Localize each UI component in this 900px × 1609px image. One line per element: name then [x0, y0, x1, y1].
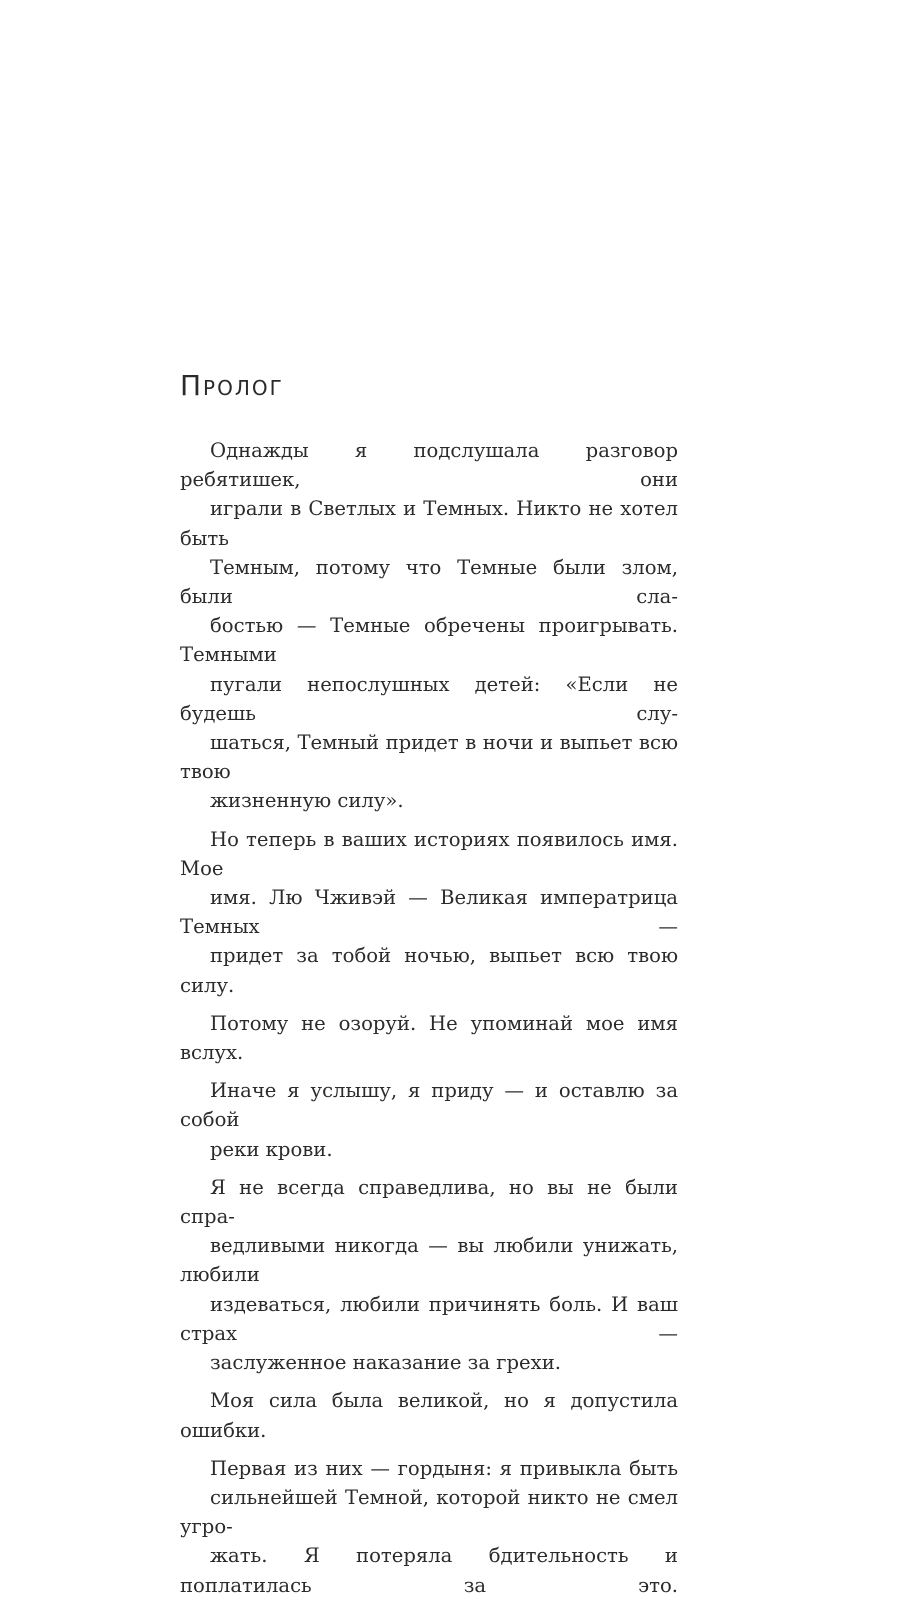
paragraph-6 — [180, 1386, 678, 1444]
paragraph-4 — [180, 1076, 678, 1164]
text-line: издеваться, любили причинять боль. И ваш страх — — [180, 1292, 678, 1345]
text-line: Я не всегда справедлива, но вы не были спра- — [180, 1175, 678, 1229]
text-line: жизненную силу». — [210, 789, 404, 813]
text-line: ведливыми никогда — вы любили унижать, любили — [180, 1234, 678, 1287]
text-line: бостью — Темные обречены проигрывать. Темными — [180, 614, 678, 667]
text-line: жать. Я потеряла бдительность и поплатилась за это. — [180, 1544, 678, 1597]
text-line: шаться, Темный придет в ночи и выпьет всю твою — [180, 731, 678, 784]
text-line: Но теперь в ваших историях появилось имя. Мое — [180, 827, 678, 880]
paragraph-3 — [180, 1009, 678, 1067]
chapter-title: Пролог — [180, 369, 284, 402]
text-line: Потому не озоруй. Не упоминай мое имя вслух. — [180, 1011, 678, 1065]
text-line: заслуженное наказание за грехи. — [210, 1351, 561, 1375]
text-line: придет за тобой ночью, выпьет всю твою силу. — [180, 944, 678, 997]
paragraph-2 — [180, 825, 678, 1000]
text-line: Первая из них — гордыня: я привыкла быть — [210, 1456, 678, 1480]
text-line: играли в Светлых и Темных. Никто не хотел быть — [180, 497, 678, 550]
text-line: Иначе я услышу, я приду — и оставлю за собой — [180, 1079, 678, 1132]
text-line: имя. Лю Чживэй — Великая императрица Темных — — [180, 886, 678, 939]
text-line: пугали непослушных детей: «Если не будешь слу- — [180, 672, 678, 725]
paragraph-1 — [180, 436, 678, 816]
text-line: Однажды я подслушала разговор ребятишек, они — [180, 439, 678, 492]
text-line: Моя сила была великой, но я допустила ошибки. — [180, 1389, 678, 1442]
paragraph-7 — [180, 1454, 678, 1600]
body-text — [180, 436, 678, 1609]
text-line: Темным, потому что Темные были злом, были сла- — [180, 555, 678, 609]
text-line: сильнейшей Темной, которой никто не смел угро- — [180, 1485, 678, 1539]
text-line: реки крови. — [210, 1137, 333, 1161]
paragraph-5 — [180, 1173, 678, 1377]
